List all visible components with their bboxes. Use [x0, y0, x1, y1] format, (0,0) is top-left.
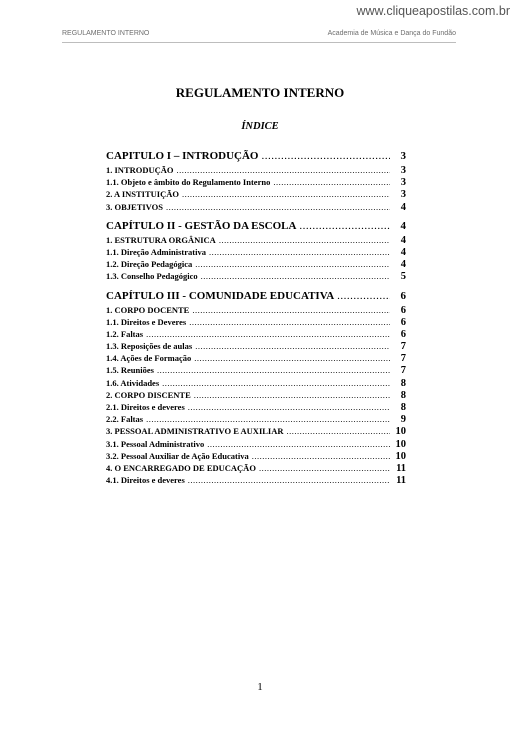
toc-entry-label: 1.3. Reposições de aulas — [106, 341, 193, 352]
toc-entry-label: 1.2. Faltas — [106, 328, 144, 339]
toc-entry-label: 1.1. Direção Administrativa — [106, 246, 206, 257]
page-number: 1 — [257, 681, 263, 693]
toc-dot-leader — [192, 259, 390, 269]
toc-entry-page: 8 — [400, 389, 406, 401]
toc-dot-leader — [270, 177, 390, 187]
toc-entry-page: 4 — [400, 219, 406, 232]
toc-entry-page: 3 — [400, 189, 406, 201]
toc-entry-page: 8 — [400, 377, 406, 389]
toc-entry-label: 1. ESTRUTURA ORGÂNICA — [106, 234, 216, 245]
toc-entry-row[interactable] — [106, 271, 406, 283]
toc-dot-leader — [296, 220, 390, 232]
toc-dot-leader — [198, 271, 390, 281]
toc-entry-page: 5 — [400, 271, 406, 283]
toc-entry-row[interactable] — [106, 402, 406, 414]
toc-chapter-row[interactable] — [106, 290, 406, 305]
toc-dot-leader — [191, 353, 390, 363]
toc-entry-page: 6 — [400, 328, 406, 340]
toc-entry-row[interactable] — [106, 451, 406, 463]
toc-entry-label: 1.1. Direitos e Deveres — [106, 316, 187, 327]
toc-entry-label: 2.2. Faltas — [106, 414, 144, 425]
toc-dot-leader — [186, 317, 390, 327]
toc-entry-label: 1.4. Ações de Formação — [106, 353, 192, 364]
toc-dot-leader — [334, 290, 390, 302]
toc-entry-row[interactable] — [106, 177, 406, 189]
toc-entry-label: 1. INTRODUÇÃO — [106, 165, 174, 175]
toc-entry-page: 9 — [400, 414, 406, 426]
toc-dot-leader — [179, 189, 390, 199]
running-header-left: REGULAMENTO INTERNO — [62, 30, 150, 37]
toc-dot-leader — [259, 150, 391, 162]
toc-entry-row[interactable] — [106, 247, 406, 259]
toc-entry-label: 4.1. Direitos e deveres — [106, 475, 185, 486]
toc-entry-row[interactable] — [106, 317, 406, 329]
toc-entry-page: 10 — [395, 438, 406, 450]
toc-entry-row[interactable] — [106, 202, 406, 214]
site-url[interactable]: www.cliqueapostilas.com.br — [356, 4, 510, 18]
toc-dot-leader — [154, 365, 390, 375]
toc-entry-page: 10 — [395, 426, 406, 438]
toc-entry-row[interactable] — [106, 390, 406, 402]
toc-dot-leader — [143, 414, 390, 424]
table-of-contents — [106, 150, 406, 487]
toc-dot-leader — [206, 247, 390, 257]
toc-entry-row[interactable] — [106, 426, 406, 438]
toc-entry-label: 1.5. Reuniões — [106, 365, 154, 376]
toc-entry-page: 6 — [400, 304, 406, 316]
toc-dot-leader — [189, 305, 390, 315]
toc-entry-row[interactable] — [106, 463, 406, 475]
toc-dot-leader — [256, 463, 390, 473]
toc-dot-leader — [284, 426, 390, 436]
toc-entry-label: 1.1. Objeto e âmbito do Regulamento Interno — [106, 177, 271, 188]
document-title: REGULAMENTO INTERNO — [175, 85, 345, 100]
toc-entry-row[interactable] — [106, 378, 406, 390]
toc-entry-row[interactable] — [106, 365, 406, 377]
toc-entry-row[interactable] — [106, 329, 406, 341]
toc-entry-row[interactable] — [106, 259, 406, 271]
toc-entry-page: 3 — [400, 150, 406, 162]
toc-entry-page: 11 — [396, 475, 406, 487]
toc-entry-row[interactable] — [106, 414, 406, 426]
toc-dot-leader — [159, 378, 390, 388]
toc-entry-page: 3 — [400, 177, 406, 189]
toc-chapter-row[interactable] — [106, 220, 406, 235]
running-header — [62, 30, 456, 43]
toc-entry-label: 3.1. Pessoal Administrativo — [106, 438, 205, 449]
toc-entry-page: 4 — [400, 234, 406, 246]
toc-entry-page: 7 — [400, 365, 406, 377]
toc-entry-row[interactable] — [106, 439, 406, 451]
toc-dot-leader — [174, 165, 390, 175]
toc-entry-label: 3.2. Pessoal Auxiliar de Ação Educativa — [106, 450, 249, 461]
toc-entry-page: 7 — [400, 353, 406, 365]
toc-entry-label: 1. CORPO DOCENTE — [106, 304, 190, 315]
toc-entry-page: 7 — [400, 341, 406, 353]
toc-entry-row[interactable] — [106, 341, 406, 353]
toc-entry-label: CAPÍTULO II - GESTÃO DA ESCOLA — [106, 219, 297, 232]
toc-entry-page: 6 — [400, 289, 406, 302]
toc-entry-row[interactable] — [106, 235, 406, 247]
toc-chapter-row[interactable] — [106, 150, 406, 165]
toc-entry-page: 10 — [395, 450, 406, 462]
toc-dot-leader — [185, 402, 390, 412]
toc-entry-page: 8 — [400, 402, 406, 413]
toc-entry-page: 4 — [400, 259, 406, 271]
toc-entry-label: 1.2. Direção Pedagógica — [106, 259, 193, 270]
toc-entry-page: 11 — [396, 462, 406, 474]
toc-dot-leader — [191, 390, 390, 400]
toc-entry-label: 1.6. Atividades — [106, 377, 160, 388]
toc-dot-leader — [249, 451, 390, 461]
toc-entry-row[interactable] — [106, 189, 406, 201]
toc-dot-leader — [185, 475, 390, 485]
toc-entry-row[interactable] — [106, 475, 406, 487]
toc-entry-label: 2.1. Direitos e deveres — [106, 402, 185, 412]
toc-entry-page: 4 — [400, 246, 406, 258]
toc-entry-label: 4. O ENCARREGADO DE EDUCAÇÃO — [106, 462, 256, 473]
toc-entry-label: 2. CORPO DISCENTE — [106, 389, 191, 400]
toc-dot-leader — [192, 341, 390, 351]
toc-entry-page: 6 — [400, 316, 406, 328]
toc-dot-leader — [204, 439, 390, 449]
toc-dot-leader — [143, 329, 390, 339]
toc-entry-label: 1.3. Conselho Pedagógico — [106, 271, 198, 282]
toc-entry-label: CAPITULO I – INTRODUÇÃO — [106, 150, 259, 162]
toc-dot-leader — [216, 235, 390, 245]
toc-dot-leader — [163, 202, 390, 212]
toc-entry-label: 3. PESSOAL ADMINISTRATIVO E AUXILIAR — [106, 426, 284, 437]
toc-entry-row[interactable] — [106, 165, 406, 177]
toc-entry-row[interactable] — [106, 353, 406, 365]
running-header-right: Academia de Música e Dança do Fundão — [327, 30, 456, 37]
toc-entry-page: 3 — [400, 165, 406, 176]
toc-entry-label: 3. OBJETIVOS — [106, 201, 163, 212]
toc-entry-label: CAPÍTULO III - COMUNIDADE EDUCATIVA — [106, 289, 335, 302]
toc-entry-page: 4 — [400, 201, 406, 213]
index-heading: ÍNDICE — [241, 121, 279, 132]
toc-entry-row[interactable] — [106, 305, 406, 317]
toc-entry-label: 2. A INSTITUIÇÃO — [106, 189, 179, 200]
